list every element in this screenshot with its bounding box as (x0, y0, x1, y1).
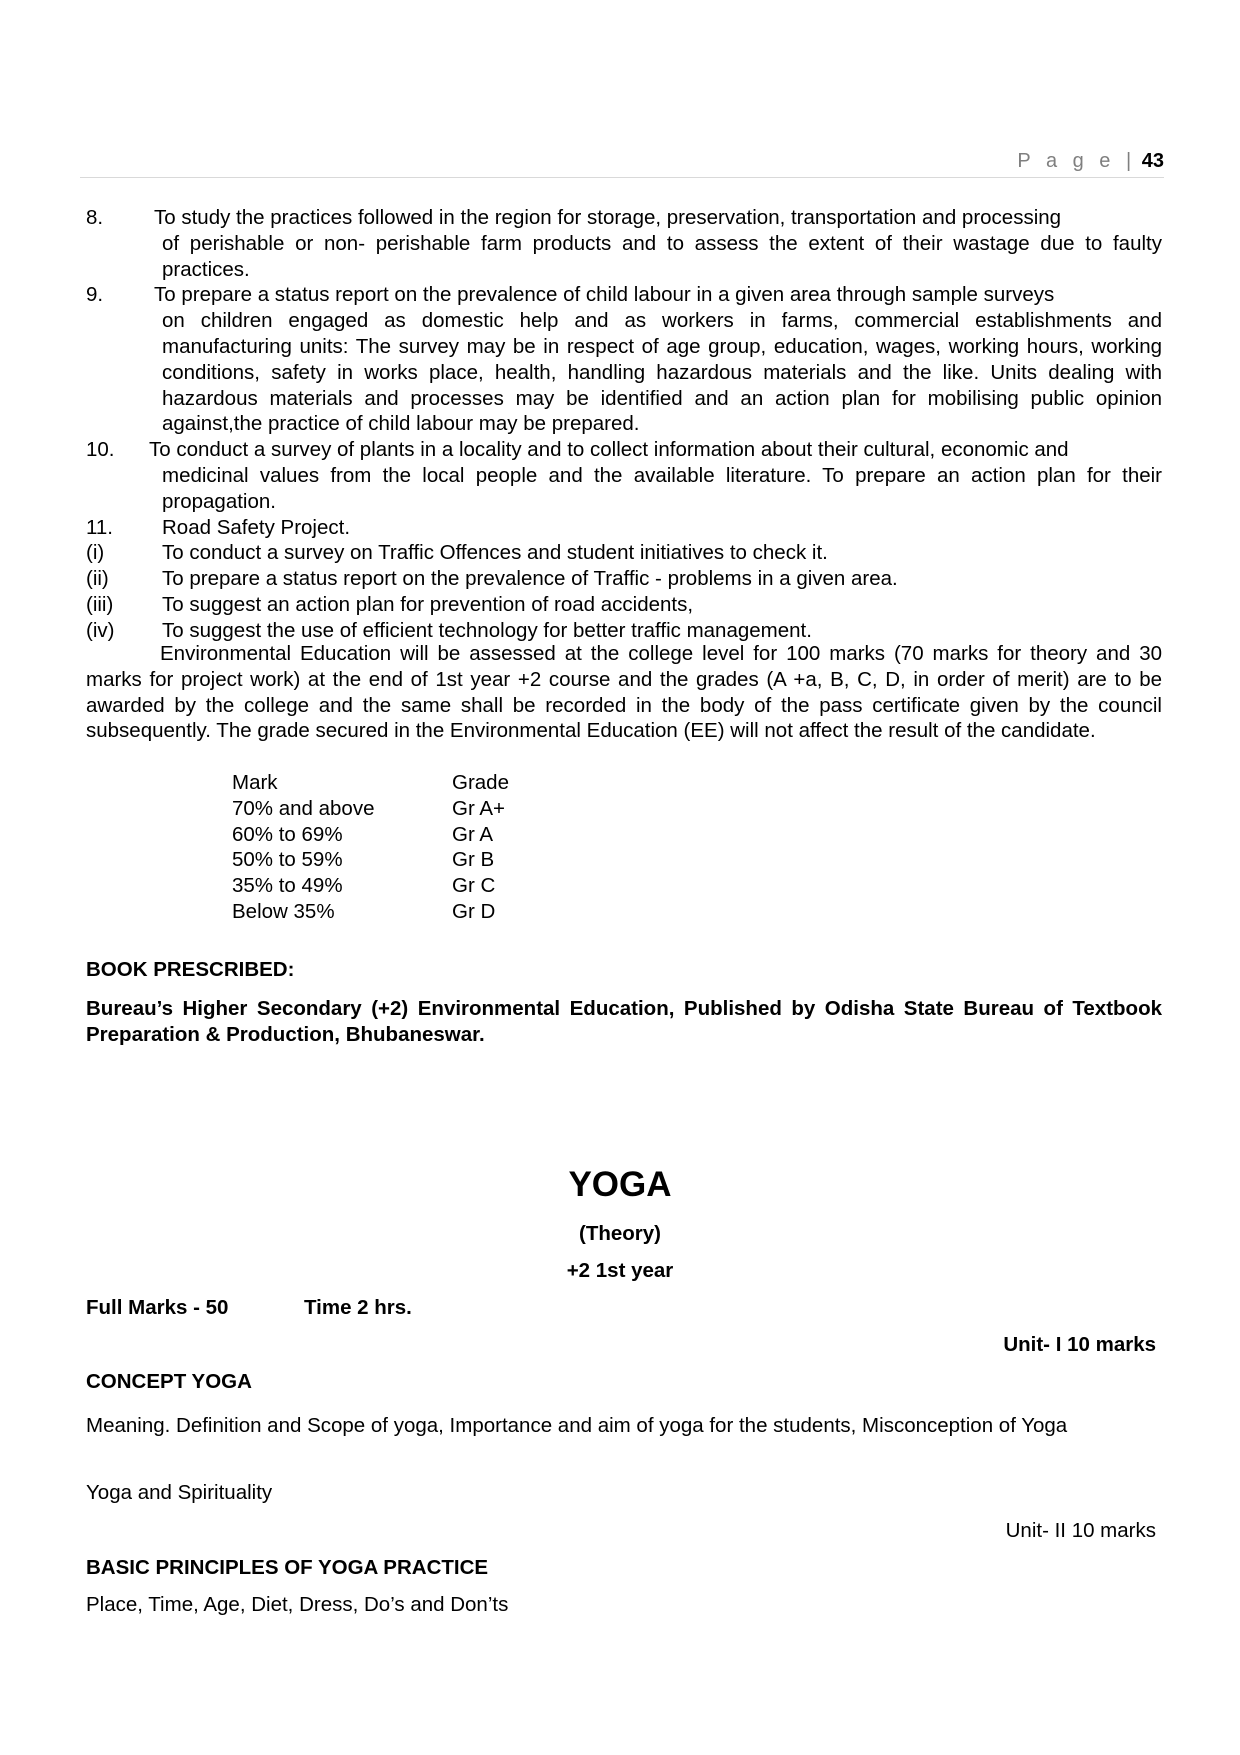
list-item (86, 540, 1162, 566)
item-number: (iii) (86, 592, 114, 616)
book-prescribed-text: Bureau’s Higher Secondary (+2) Environmental Education, Published by Odisha State Bureau of Textbook Preparation & Production, Bhubaneswar. (86, 997, 1162, 1046)
item-number: (ii) (86, 567, 109, 591)
page-header (80, 150, 1164, 173)
spirituality-text: Yoga and Spirituality (86, 1481, 273, 1504)
item-first-line: To prepare a status report on the prevalence of Traffic - problems in a given area. (162, 567, 898, 591)
item-number: 8. (86, 206, 104, 229)
book-prescribed-heading: BOOK PRESCRIBED: (86, 958, 295, 981)
mark-cell: 35% to 49% (232, 874, 343, 898)
item-text: medicinal values from the local people and the available literature. To prepare an action plan for their propagation. (162, 463, 1162, 513)
table-row (232, 847, 509, 873)
section-subtitle: (Theory) (579, 1222, 661, 1245)
list-item (86, 566, 1162, 592)
concept-heading: CONCEPT YOGA (86, 1370, 252, 1393)
grade-cell: Gr A (452, 822, 494, 846)
grade-table (232, 770, 509, 925)
item-number: (iv) (86, 618, 115, 642)
list-item (86, 205, 1162, 282)
list-item (86, 437, 1162, 514)
item-number: 9. (86, 283, 104, 307)
item-first-line: To conduct a survey of plants in a locality and to collect information about their cultural, economic and (149, 438, 1069, 462)
mark-cell: 70% and above (232, 796, 375, 820)
item-number: 10. (86, 438, 115, 462)
table-row (232, 822, 509, 848)
item-first-line: To suggest an action plan for prevention of road accidents, (162, 592, 694, 616)
full-marks: Full Marks - 50 (86, 1296, 229, 1319)
list-item (86, 515, 1162, 541)
grade-cell: Gr C (452, 874, 496, 898)
table-row (232, 899, 509, 925)
course-year: +2 1st year (566, 1259, 674, 1282)
project-list (86, 205, 1162, 644)
principles-text: Place, Time, Age, Diet, Dress, Do’s and Don’ts (86, 1593, 509, 1616)
item-text: of perishable or non- perishable farm products and to assess the extent of their wastage due to faulty practices. (162, 231, 1162, 281)
grade-cell: Gr A+ (452, 796, 505, 820)
assessment-paragraph: Environmental Education will be assessed at the college level for 100 marks (70 marks for theory and 30 marks for project work) at the end of 1st year +2 course and the grades (A +a, B, C, D, in order of merit) are to be awarded by the college and the same shall be recorded in the body of the pass certificate given by the council subsequently. The grade secured in the Environmental Education (EE) will not affect the result of the candidate. (86, 642, 1162, 743)
item-text: on children engaged as domestic help and as workers in farms, commercial establishments and manufacturing units: The survey may be in respect of age group, education, wages, working hours, working conditions, safety in works place, health, handling hazardous materials and the like. Units dealing with hazardous materials and processes may be identified and an action plan for mobilising public opinion against,the practice of child labour may be prepared. (162, 309, 1162, 436)
item-number: (i) (86, 541, 105, 565)
item-number: 11. (86, 515, 113, 539)
list-item (86, 592, 1162, 618)
concept-text: Meaning. Definition and Scope of yoga, Importance and aim of yoga for the students, Misconception of Yoga (86, 1414, 1068, 1437)
unit-1-marks: Unit- I 10 marks (1003, 1333, 1156, 1356)
unit-2-marks: Unit- II 10 marks (1005, 1519, 1156, 1542)
section-title: YOGA (568, 1165, 672, 1204)
principles-heading: BASIC PRINCIPLES OF YOGA PRACTICE (86, 1556, 489, 1579)
exam-time: Time 2 hrs. (304, 1296, 412, 1319)
item-first-line: To conduct a survey on Traffic Offences and student initiatives to check it. (162, 541, 828, 565)
mark-cell: Below 35% (232, 899, 335, 923)
item-first-line: To suggest the use of efficient technology for better traffic management. (162, 618, 812, 642)
column-header-grade: Grade (452, 771, 509, 794)
mark-cell: 50% to 59% (232, 848, 343, 872)
grade-cell: Gr B (452, 848, 495, 872)
header-divider (80, 177, 1164, 178)
list-item (86, 618, 1162, 644)
mark-cell: 60% to 69% (232, 822, 343, 846)
list-item (86, 282, 1162, 437)
table-header-row (232, 770, 509, 796)
page-number: 43 (1141, 150, 1164, 172)
item-first-line: To study the practices followed in the region for storage, preservation, transportation and processing (154, 206, 1062, 229)
item-first-line: To prepare a status report on the prevalence of child labour in a given area through sample surveys (154, 283, 1055, 307)
item-first-line: Road Safety Project. (162, 515, 351, 539)
grade-cell: Gr D (452, 899, 496, 923)
page-label: P a g e | (1017, 150, 1137, 172)
column-header-mark: Mark (232, 771, 278, 794)
table-row (232, 873, 509, 899)
marks-line (86, 1296, 412, 1320)
table-row (232, 796, 509, 822)
